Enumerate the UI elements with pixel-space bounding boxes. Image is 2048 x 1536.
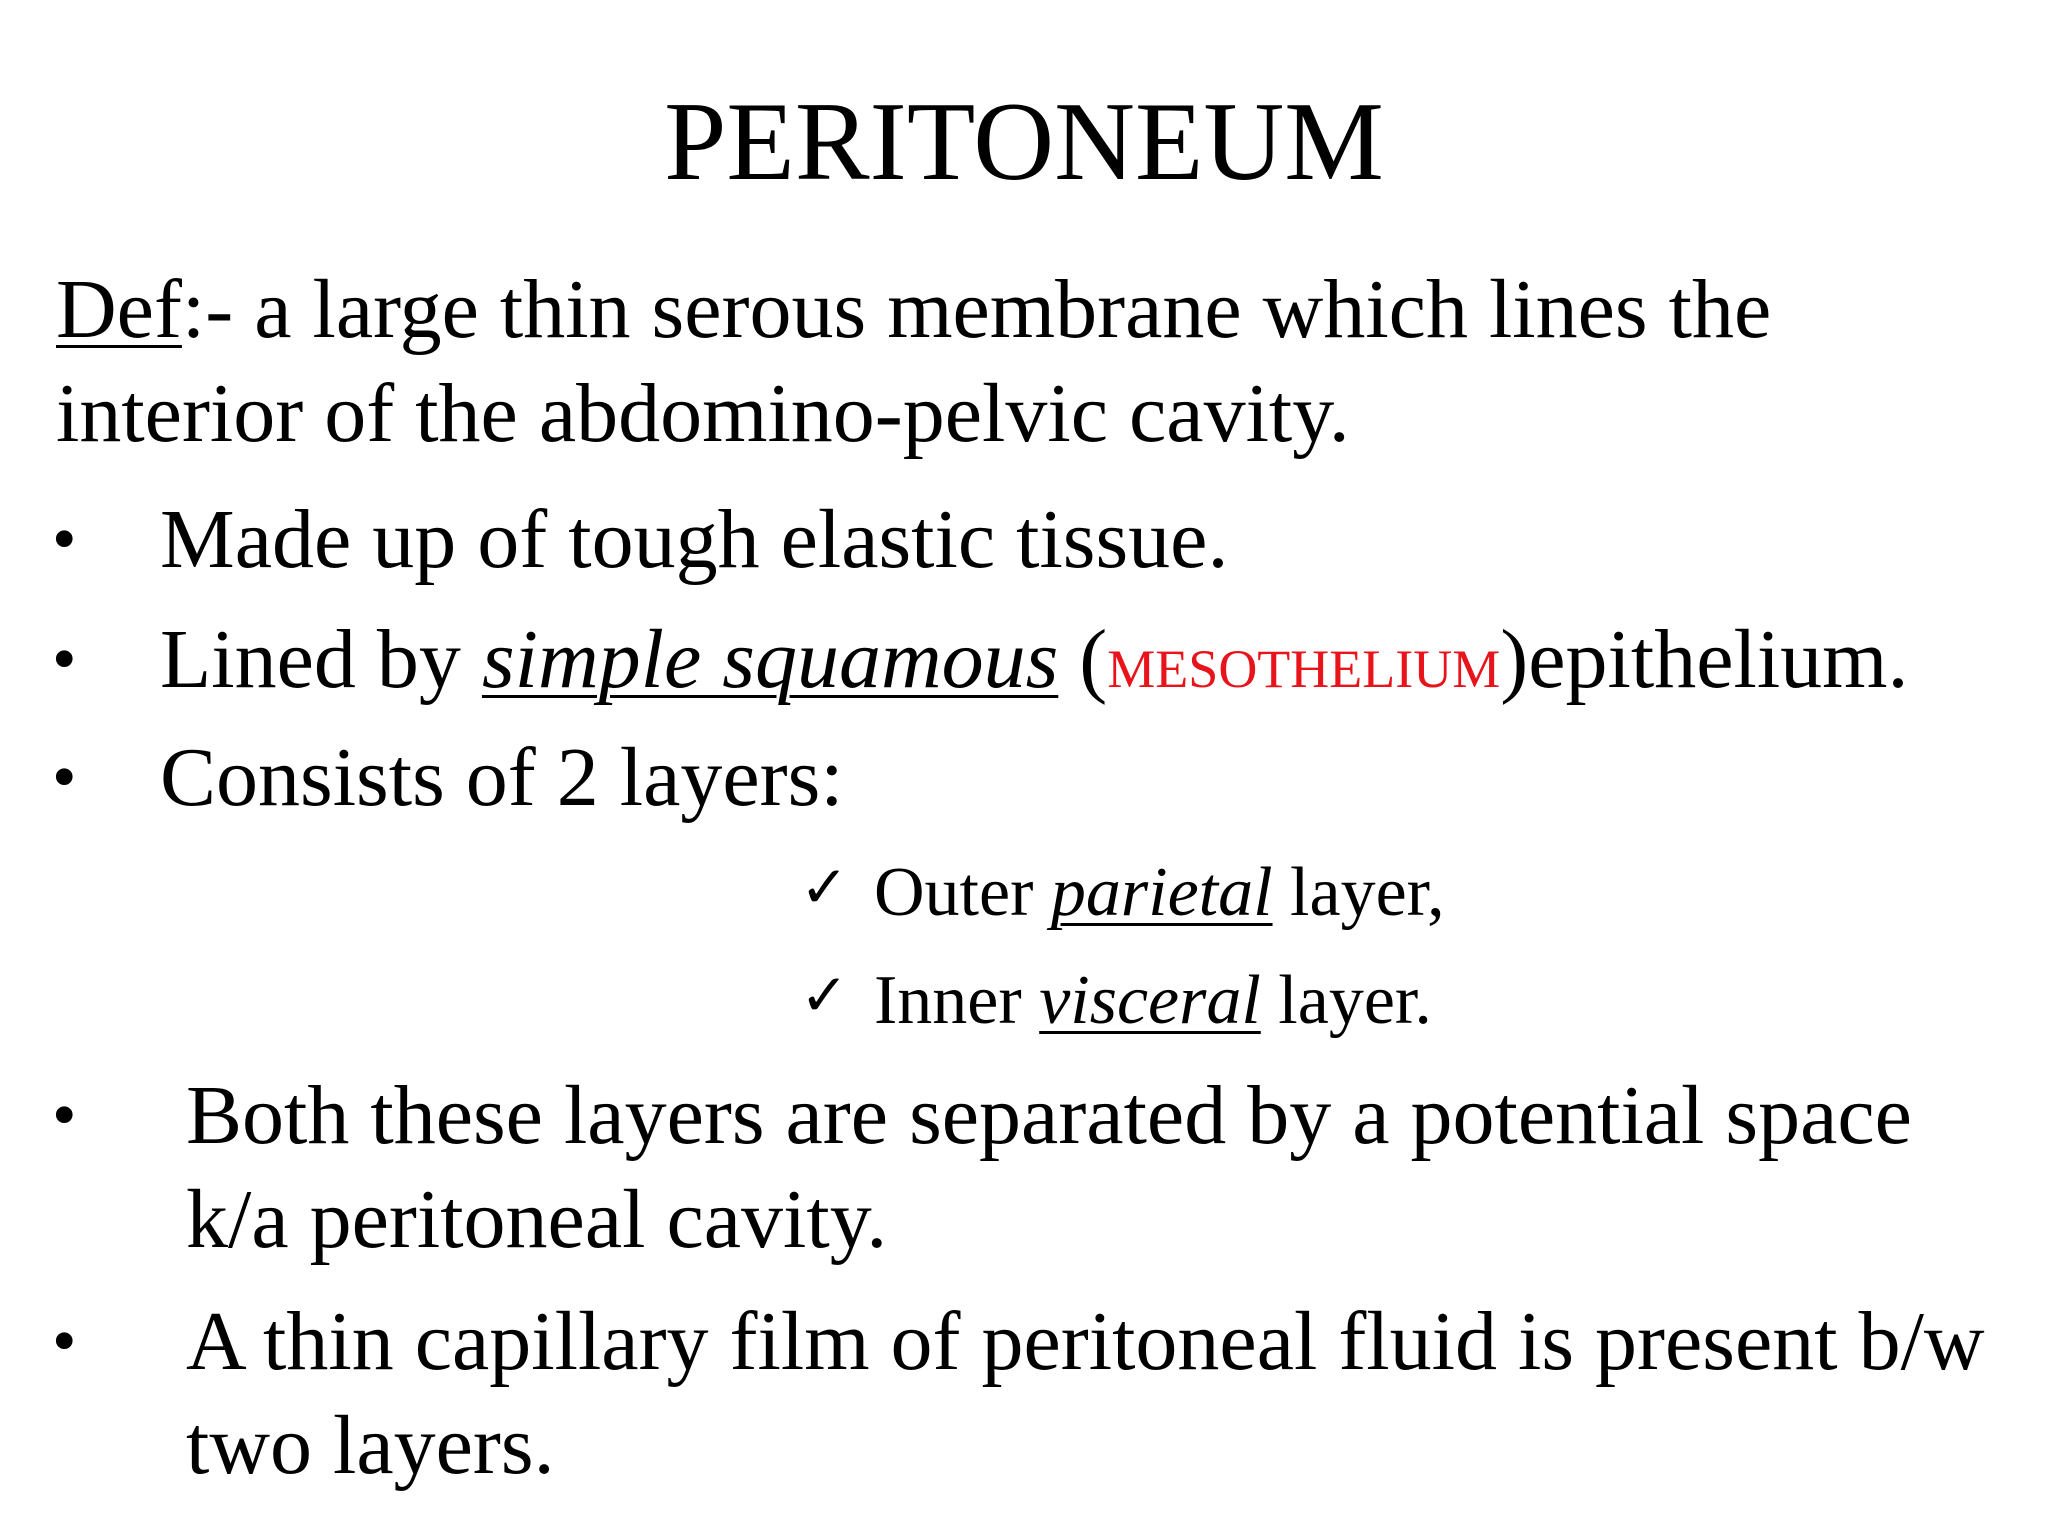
mesothelium-highlight: MESOTHELIUM <box>1107 639 1501 699</box>
layer-text <box>874 848 1445 938</box>
bullet-icon: • <box>52 1303 77 1380</box>
note-text: Both these layers are separated by a potential space k/a peritoneal cavity. <box>186 1069 1912 1266</box>
slide-title: PERITONEUM <box>664 80 1384 204</box>
layer-prefix: Outer <box>874 854 1051 931</box>
bullet-emphasis: simple squamous <box>481 613 1059 706</box>
definition-separator: :- <box>181 263 234 356</box>
checkmark-icon: ✓ <box>800 853 849 921</box>
layer-emphasis: parietal <box>1050 854 1273 931</box>
definition-label: Def <box>56 263 182 356</box>
open-paren: ( <box>1058 613 1108 706</box>
layer-emphasis: visceral <box>1039 962 1261 1039</box>
layer-text <box>874 956 1432 1046</box>
bullet-icon: • <box>52 739 77 816</box>
bullet-icon: • <box>52 621 77 698</box>
layer-suffix: layer. <box>1260 962 1432 1039</box>
bullet-prefix: Lined by <box>160 613 482 706</box>
layer-prefix: Inner <box>874 962 1040 1039</box>
bullet-suffix: epithelium. <box>1528 613 1909 706</box>
definition-paragraph <box>56 258 1996 466</box>
bullet-text: Consists of 2 layers: <box>160 731 844 824</box>
bullet-text: Made up of tough elastic tissue. <box>160 493 1229 586</box>
bullet-icon: • <box>52 501 77 578</box>
checkmark-icon: ✓ <box>800 961 849 1029</box>
close-paren: ) <box>1500 613 1529 706</box>
note-text: A thin capillary film of peritoneal fluid is present b/w two layers. <box>186 1295 1985 1492</box>
layer-suffix: layer, <box>1272 854 1445 931</box>
bullet-text <box>160 608 1909 721</box>
definition-text: a large thin serous membrane which lines the interior of the abdomino-pelvic cavity. <box>56 263 1772 460</box>
bullet-icon: • <box>52 1077 77 1154</box>
